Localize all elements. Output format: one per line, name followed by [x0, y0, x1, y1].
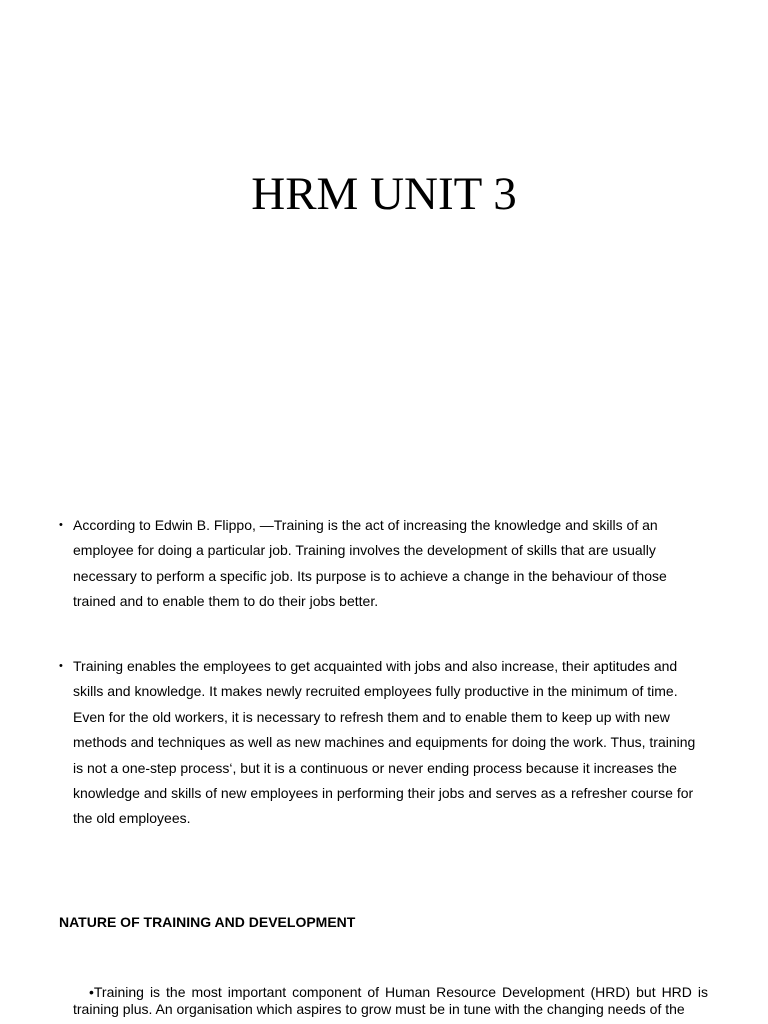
bullet-marker: • — [59, 660, 63, 672]
section-paragraph: •Training is the most important component of Human Resource Development (HRD) but HRD is training plus. An organisation which aspires to grow must be in tune with the changing needs of the — [73, 984, 708, 1017]
bullet-marker: • — [59, 519, 63, 531]
document-title: HRM UNIT 3 — [251, 168, 517, 220]
bullet-paragraph-text: Training enables the employees to get acquainted with jobs and also increase, their aptitudes and skills and knowledge. It makes newly recruited employees fully productive in the minimum of time. Even for the old workers, it is necessary to refresh them and to enable them to keep up with new methods and techniques as well as new machines and equipments for doing the work. Thus, training is not a one-step process‘, but it is a continuous or never ending process because it increases the knowledge and skills of new employees in performing their jobs and serves as a refresher course for the old employees. — [73, 658, 696, 827]
bullet-paragraph-training-benefits — [59, 654, 709, 832]
section-heading: NATURE OF TRAINING AND DEVELOPMENT — [59, 914, 356, 930]
bullet-paragraph-flippo-definition — [59, 513, 709, 615]
bullet-paragraph-text: According to Edwin B. Flippo, ―Training is the act of increasing the knowledge and skills of an employee for doing a particular job. Training involves the development of skills that are usually necessary to perform a specific job. Its purpose is to achieve a change in the behaviour of those trained and to enable them to do their jobs better. — [73, 517, 667, 610]
